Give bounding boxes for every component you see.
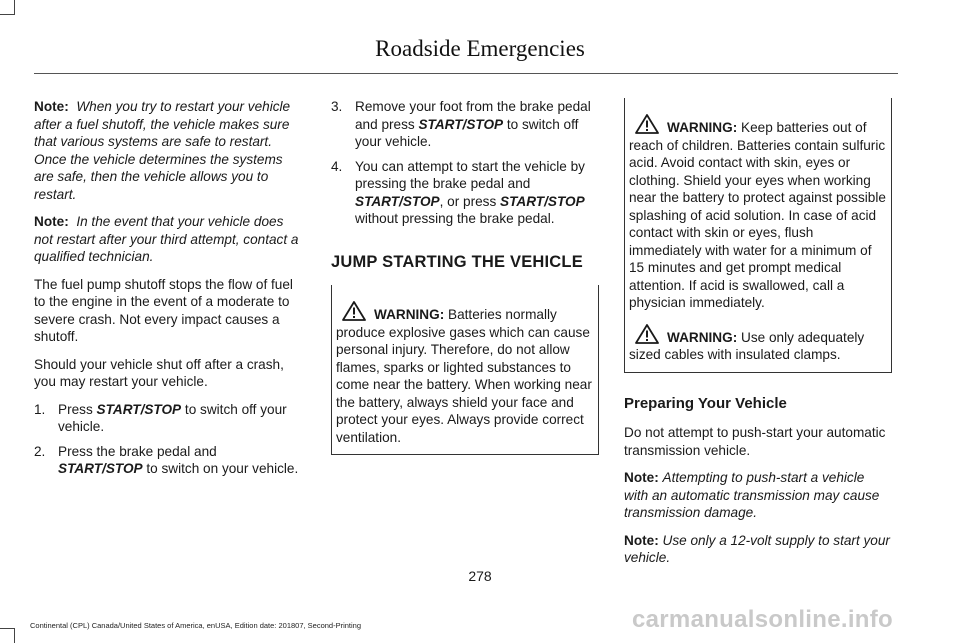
- footer-edition: Continental (CPL) Canada/United States of America, enUSA, Edition date: 201807, Second-Printing: [30, 621, 362, 630]
- restart-steps-list-continued: [331, 98, 599, 228]
- column-3: [624, 98, 892, 577]
- note-fuel-shutoff-restart: Note: When you try to restart your vehicle after a fuel shutoff, the vehicle makes sure that various systems are safe to restart. Once the vehicle determines the systems are safe, then the vehicle allows you to restart.: [34, 99, 291, 202]
- list-item: 2. Press the brake pedal and START/STOP to switch on your vehicle.: [34, 443, 299, 476]
- restart-steps-list: [34, 401, 302, 478]
- note-12-volt-supply: Note: Use only a 12-volt supply to start your vehicle.: [624, 532, 890, 565]
- paragraph-fuel-pump-shutoff: The fuel pump shutoff stops the flow of fuel to the engine in the event of a moderate to severe crash. Not every impact causes a shutoff.: [34, 276, 293, 344]
- section-title: Roadside Emergencies: [375, 36, 585, 61]
- column-2: [331, 98, 599, 467]
- note-third-attempt: Note: In the event that your vehicle does not restart after your third attempt, contact a qualified technician.: [34, 214, 299, 264]
- warning-box-explosive-gases: [331, 285, 599, 455]
- list-item: 3. Remove your foot from the brake pedal and press START/STOP to switch off your vehicle.: [331, 99, 591, 149]
- list-item: 4. You can attempt to start the vehicle by pressing the brake pedal and START/STOP, or press START/STOP without pressing the brake pedal.: [331, 158, 585, 226]
- watermark: carmanualsonline.info: [632, 606, 894, 633]
- list-item: 1. Press START/STOP to switch off your vehicle.: [34, 401, 287, 434]
- heading-preparing-vehicle: Preparing Your Vehicle: [624, 394, 787, 412]
- warning-triangle-icon: [342, 301, 366, 321]
- page-number: 278: [468, 568, 492, 584]
- crop-mark-top-left: [0, 0, 15, 15]
- paragraph-push-start: Do not attempt to push-start your automatic transmission vehicle.: [624, 425, 886, 458]
- warning-explosive-gases: WARNING: Batteries normally produce explosive gases which can cause personal injury. Therefore, do not allow flames, sparks or lighted substances to come near the battery. When working near the battery, always shield your face and protect your eyes. Always provide correct ventilation.: [336, 301, 594, 446]
- warning-sulfuric-acid: WARNING: Keep batteries out of reach of children. Batteries contain sulfuric acid. Avoid contact with skin, eyes or clothing. Shield your eyes when working near the battery to protect against possible splashing of acid solution. In case of acid contact with skin or eyes, flush immediately with water for a minimum of 15 minutes and get prompt medical attention. If acid is swallowed, call a physician immediately.: [629, 114, 887, 312]
- crop-mark-bottom-left: [0, 628, 15, 643]
- warning-insulated-cables: WARNING: Use only adequately sized cables with insulated clamps.: [629, 324, 887, 364]
- paragraph-restart-after-crash: Should your vehicle shut off after a crash, you may restart your vehicle.: [34, 356, 284, 389]
- header-rule: [34, 73, 898, 74]
- warning-box-batteries: [624, 98, 892, 373]
- note-push-start-damage: Note: Attempting to push-start a vehicle with an automatic transmission may cause transmission damage.: [624, 470, 880, 520]
- warning-triangle-icon: [635, 324, 659, 344]
- column-1: [34, 98, 302, 488]
- warning-triangle-icon: [635, 114, 659, 134]
- heading-jump-starting: JUMP STARTING THE VEHICLE: [331, 252, 583, 271]
